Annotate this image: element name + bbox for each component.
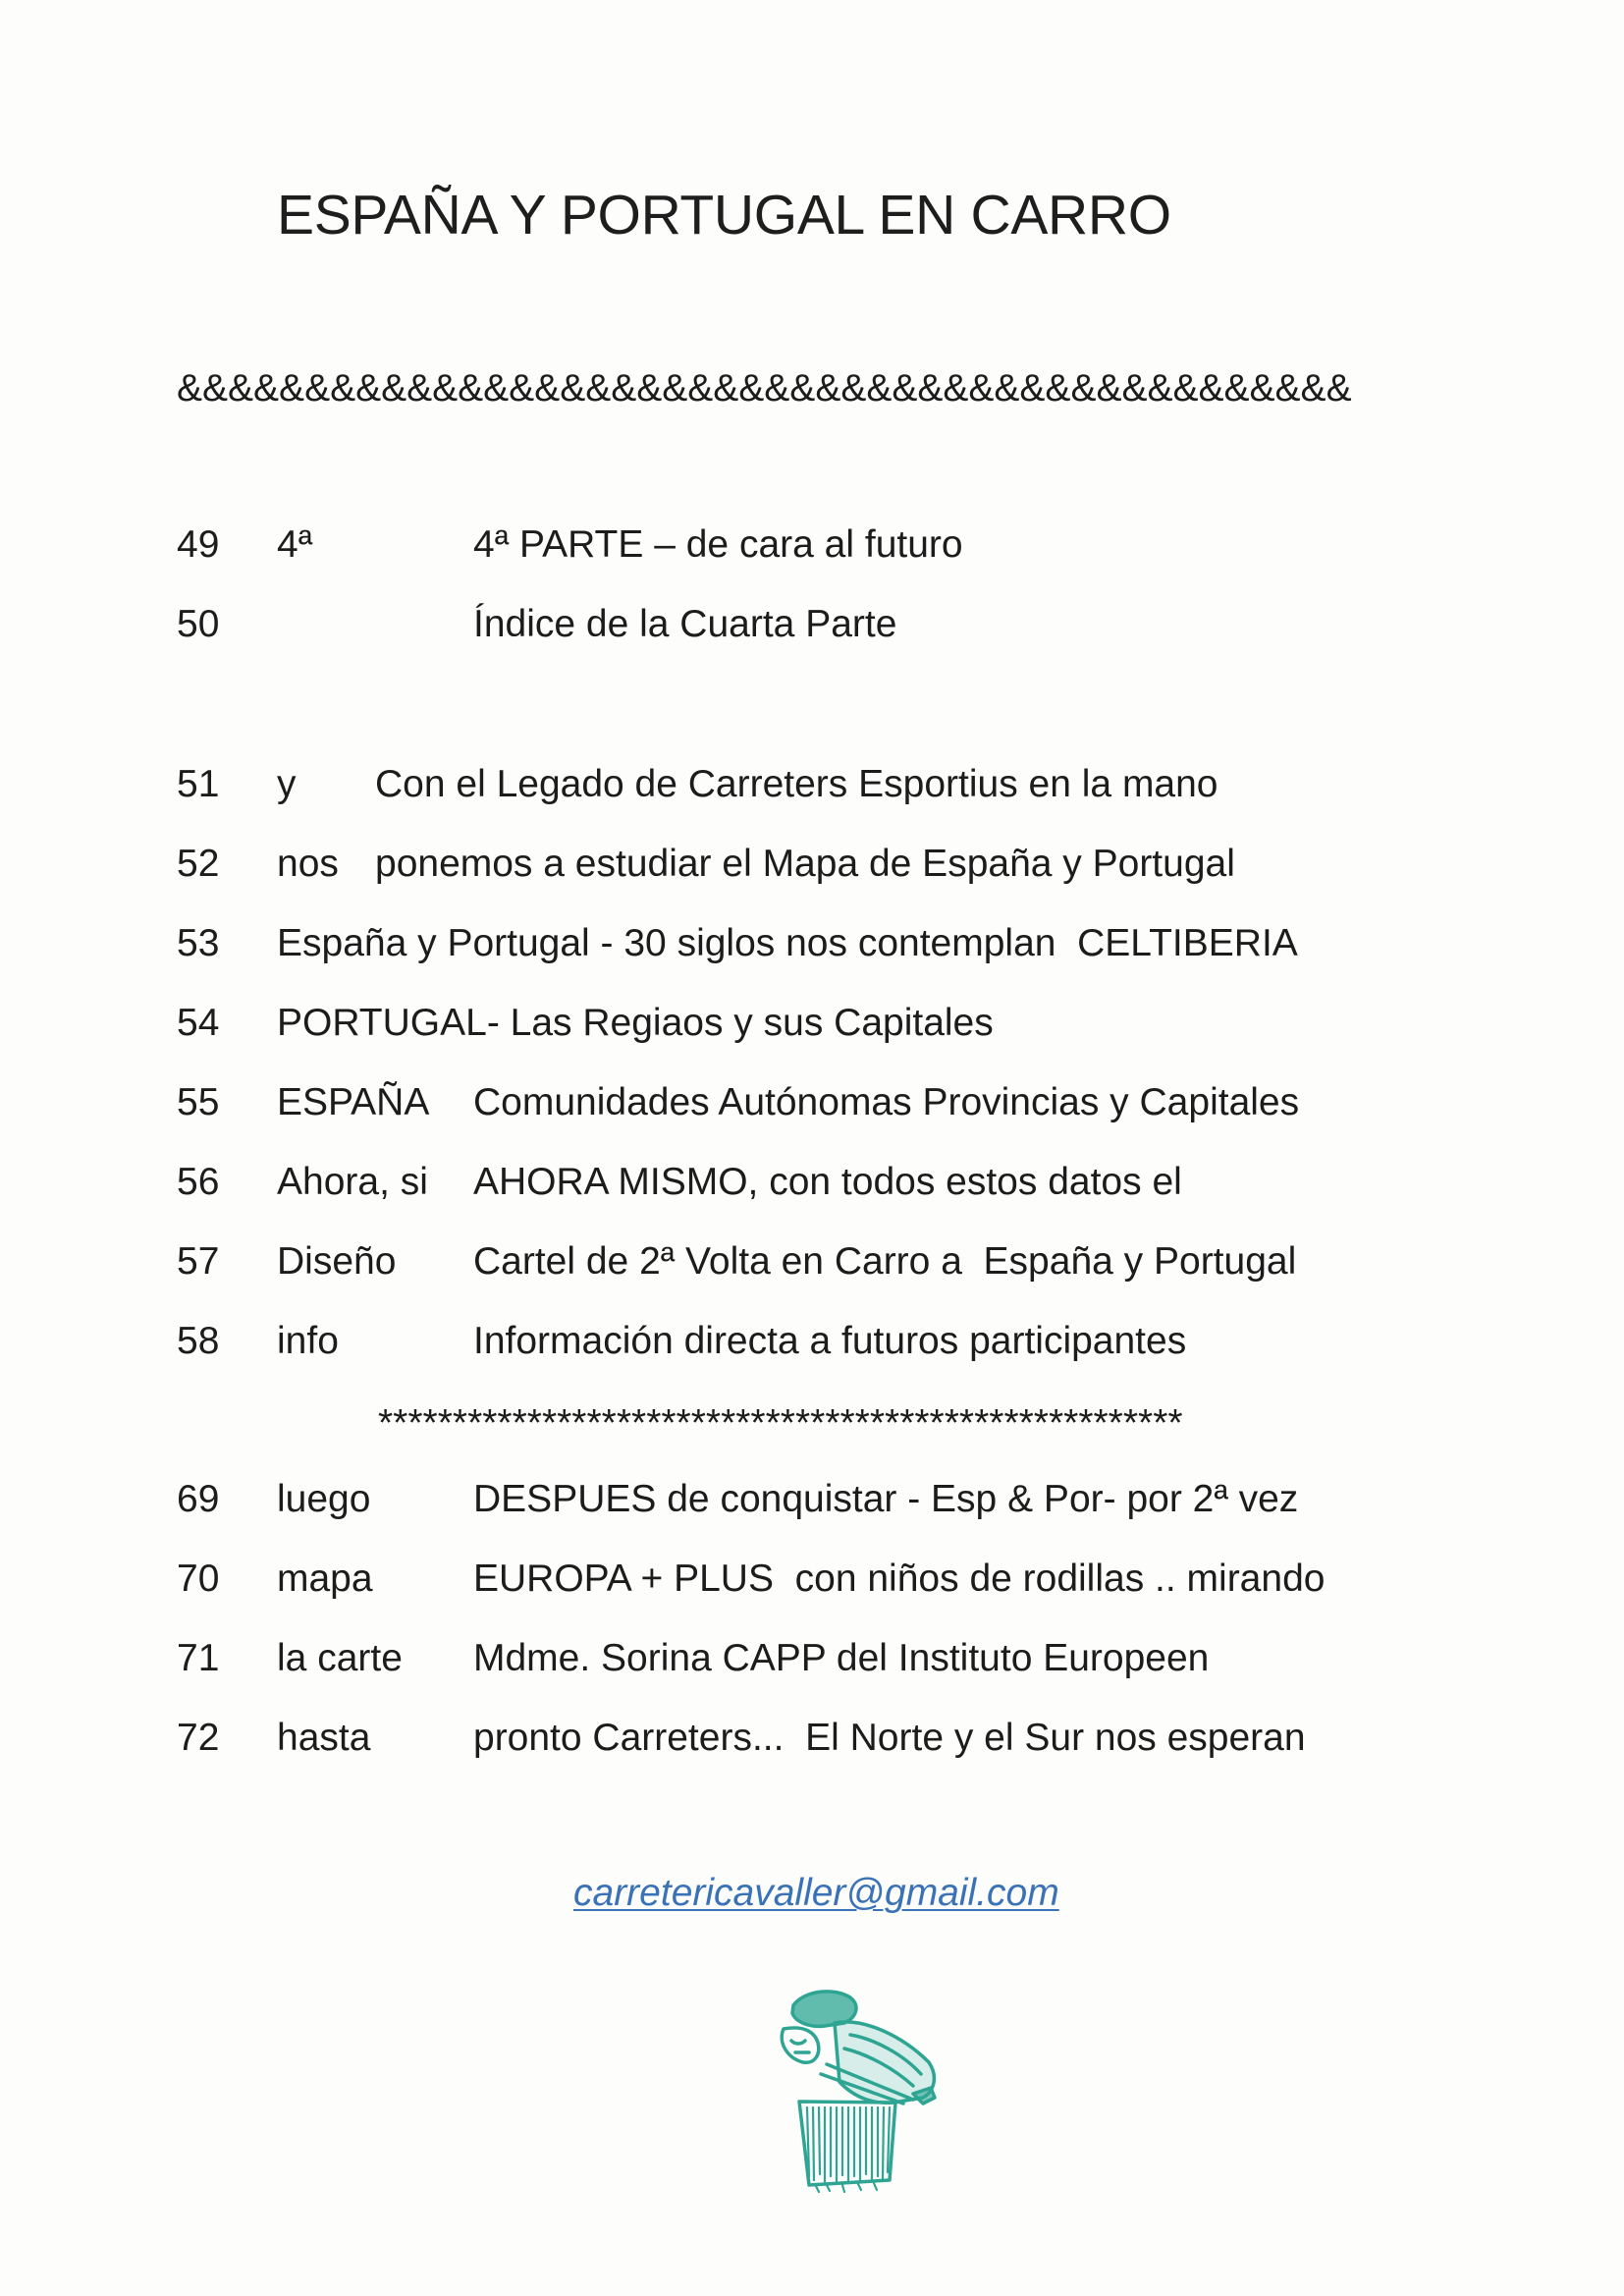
row-text: AHORA MISMO, con todos estos datos el — [473, 1161, 1182, 1203]
row-number: 49 — [177, 523, 220, 566]
row-text: Comunidades Autónomas Provincias y Capitales — [473, 1081, 1300, 1123]
index-row — [0, 761, 1624, 808]
ampersand-separator: &&&&&&&&&&&&&&&&&&&&&&&&&&&&&&&&&&&&&&&&&&&&&& — [177, 367, 1352, 410]
row-text: ponemos a estudiar el Mapa de España y Portugal — [375, 843, 1235, 885]
row-number: 70 — [177, 1558, 220, 1600]
row-text: Con el Legado de Carreters Esportius en la mano — [375, 763, 1218, 805]
row-number: 69 — [177, 1478, 220, 1520]
row-number: 71 — [177, 1637, 220, 1679]
index-row — [0, 1238, 1624, 1285]
row-keyword: mapa — [277, 1558, 373, 1600]
index-row — [0, 1079, 1624, 1126]
index-row — [0, 601, 1624, 648]
page-title: ESPAÑA Y PORTUGAL EN CARRO — [277, 184, 1171, 246]
row-text: 4ª PARTE – de cara al futuro — [473, 523, 963, 566]
row-number: 51 — [177, 763, 220, 805]
row-text: Cartel de 2ª Volta en Carro a España y Portugal — [473, 1240, 1297, 1283]
carter-figure-icon — [766, 1984, 947, 2195]
row-text: EUROPA + PLUS con niños de rodillas .. mirando — [473, 1558, 1326, 1600]
row-text: PORTUGAL- Las Regiaos y sus Capitales — [277, 1002, 994, 1044]
index-row — [0, 1556, 1624, 1603]
index-row — [0, 841, 1624, 888]
index-row — [0, 521, 1624, 569]
row-number: 52 — [177, 843, 220, 885]
row-number: 72 — [177, 1717, 220, 1759]
row-number: 57 — [177, 1240, 220, 1283]
email-link[interactable]: carretericavaller@gmail.com — [573, 1872, 1059, 1914]
index-row — [0, 1476, 1624, 1523]
asterisk-separator: ****************************************************** — [378, 1402, 1183, 1445]
row-number: 53 — [177, 922, 220, 964]
stamp-logo — [766, 1984, 947, 2195]
row-keyword: info — [277, 1320, 339, 1362]
row-keyword: 4ª — [277, 523, 313, 566]
index-row — [0, 1000, 1624, 1047]
row-keyword: luego — [277, 1478, 371, 1520]
index-row — [0, 1159, 1624, 1206]
row-keyword: la carte — [277, 1637, 403, 1679]
row-number: 54 — [177, 1002, 220, 1044]
row-text: pronto Carreters... El Norte y el Sur nos esperan — [473, 1717, 1306, 1759]
index-row — [0, 1635, 1624, 1682]
row-number: 55 — [177, 1081, 220, 1123]
row-text: Mdme. Sorina CAPP del Instituto Europeen — [473, 1637, 1210, 1679]
index-row — [0, 920, 1624, 967]
row-text: Información directa a futuros participantes — [473, 1320, 1187, 1362]
row-number: 56 — [177, 1161, 220, 1203]
index-row — [0, 1318, 1624, 1365]
row-keyword: Ahora, si — [277, 1161, 428, 1203]
row-keyword: ESPAÑA — [277, 1081, 430, 1123]
row-keyword: nos — [277, 843, 339, 885]
row-number: 50 — [177, 603, 220, 645]
index-row — [0, 1715, 1624, 1762]
row-text: Índice de la Cuarta Parte — [473, 603, 897, 645]
row-keyword: Diseño — [277, 1240, 397, 1283]
row-keyword: hasta — [277, 1717, 371, 1759]
row-keyword: y — [277, 763, 297, 805]
row-number: 58 — [177, 1320, 220, 1362]
row-text: España y Portugal - 30 siglos nos contemplan CELTIBERIA — [277, 922, 1298, 964]
row-text: DESPUES de conquistar - Esp & Por- por 2ª vez — [473, 1478, 1299, 1520]
